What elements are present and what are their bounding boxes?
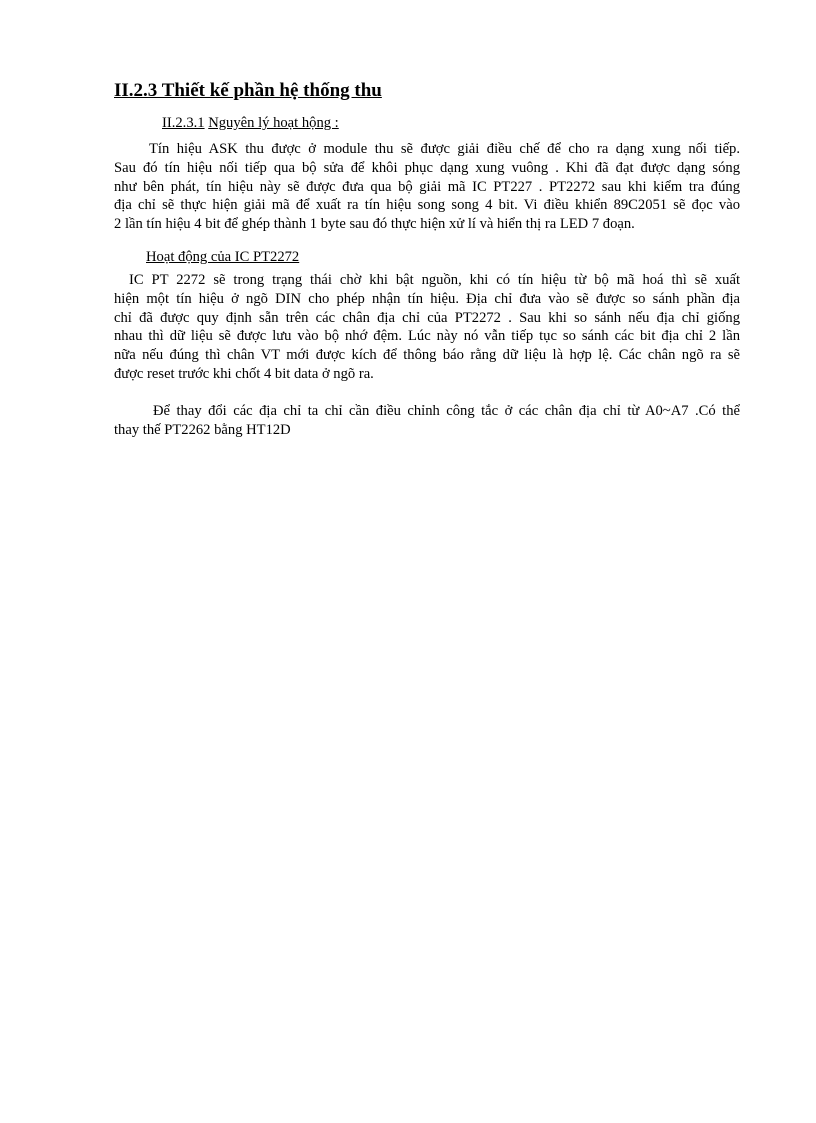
subsection-number: II.2.3.1 [162, 115, 205, 131]
operation-label: Hoạt động của IC PT2272 [146, 249, 300, 265]
paragraph-line: nhau thì dữ liệu sẽ được lưu vào bộ nhớ đệm. Lúc này nó vẫn tiếp tục so sánh các bit địa chỉ 2 lần [114, 328, 740, 345]
paragraph-line: Tín hiệu ASK thu được ở module thu sẽ được giải điều chế để cho ra dạng xung nối tiếp. [149, 141, 740, 157]
paragraph-line: IC PT 2272 sẽ trong trạng thái chờ khi bật nguồn, khi có tín hiệu từ bộ mã hoá thì sẽ xuất [129, 272, 740, 288]
paragraph-line: nữa nếu đúng thì chân VT mới được kích để thông báo rằng dữ liệu là hợp lệ. Các chân ngõ ra sẽ [114, 347, 740, 364]
paragraph-line: Sau đó tín hiệu nối tiếp qua bộ sửa để khôi phục dạng xung vuông . Khi đã đạt được dạng sóng [114, 159, 740, 176]
paragraph-line: chỉ đã được quy định sẵn trên các chân địa chỉ của PT2272 . Sau khi so sánh nếu địa chỉ giống [114, 309, 740, 326]
paragraph-line: được reset trước khi chốt 4 bit data ở ngõ ra. [114, 365, 374, 382]
paragraph-line: như bên phát, tín hiệu này sẽ được đưa qua bộ giải mã IC PT227 . PT2272 sau khi kiểm tra đúng [114, 178, 740, 195]
section-heading: II.2.3 Thiết kế phần hệ thống thu [114, 80, 382, 101]
paragraph-principle [114, 140, 740, 234]
paragraph-address-note [114, 402, 740, 440]
paragraph-line: 2 lần tín hiệu 4 bit để ghép thành 1 byte sau đó thực hiện xử lí và hiển thị ra LED 7 đoạn. [114, 216, 635, 233]
paragraph-line: hiện một tín hiệu ở ngõ DIN cho phép nhận tín hiệu. Địa chỉ đưa vào sẽ được so sánh phần địa [114, 290, 740, 307]
paragraph-operation [114, 271, 740, 384]
paragraph-line: Để thay đổi các địa chỉ ta chỉ cần điều chỉnh công tắc ở các chân địa chỉ từ A0~A7 .Có thể [153, 403, 740, 419]
paragraph-line: địa chỉ sẽ thực hiện giải mã để xuất ra tín hiệu song song 4 bit. Vi điều khiển 89C2051 sẽ đọc vào [114, 197, 740, 214]
paragraph-line: thay thế PT2262 bằng HT12D [114, 421, 291, 438]
subsection-title: Nguyên lý hoạt hộng : [208, 115, 339, 131]
subsection-heading [162, 115, 339, 132]
